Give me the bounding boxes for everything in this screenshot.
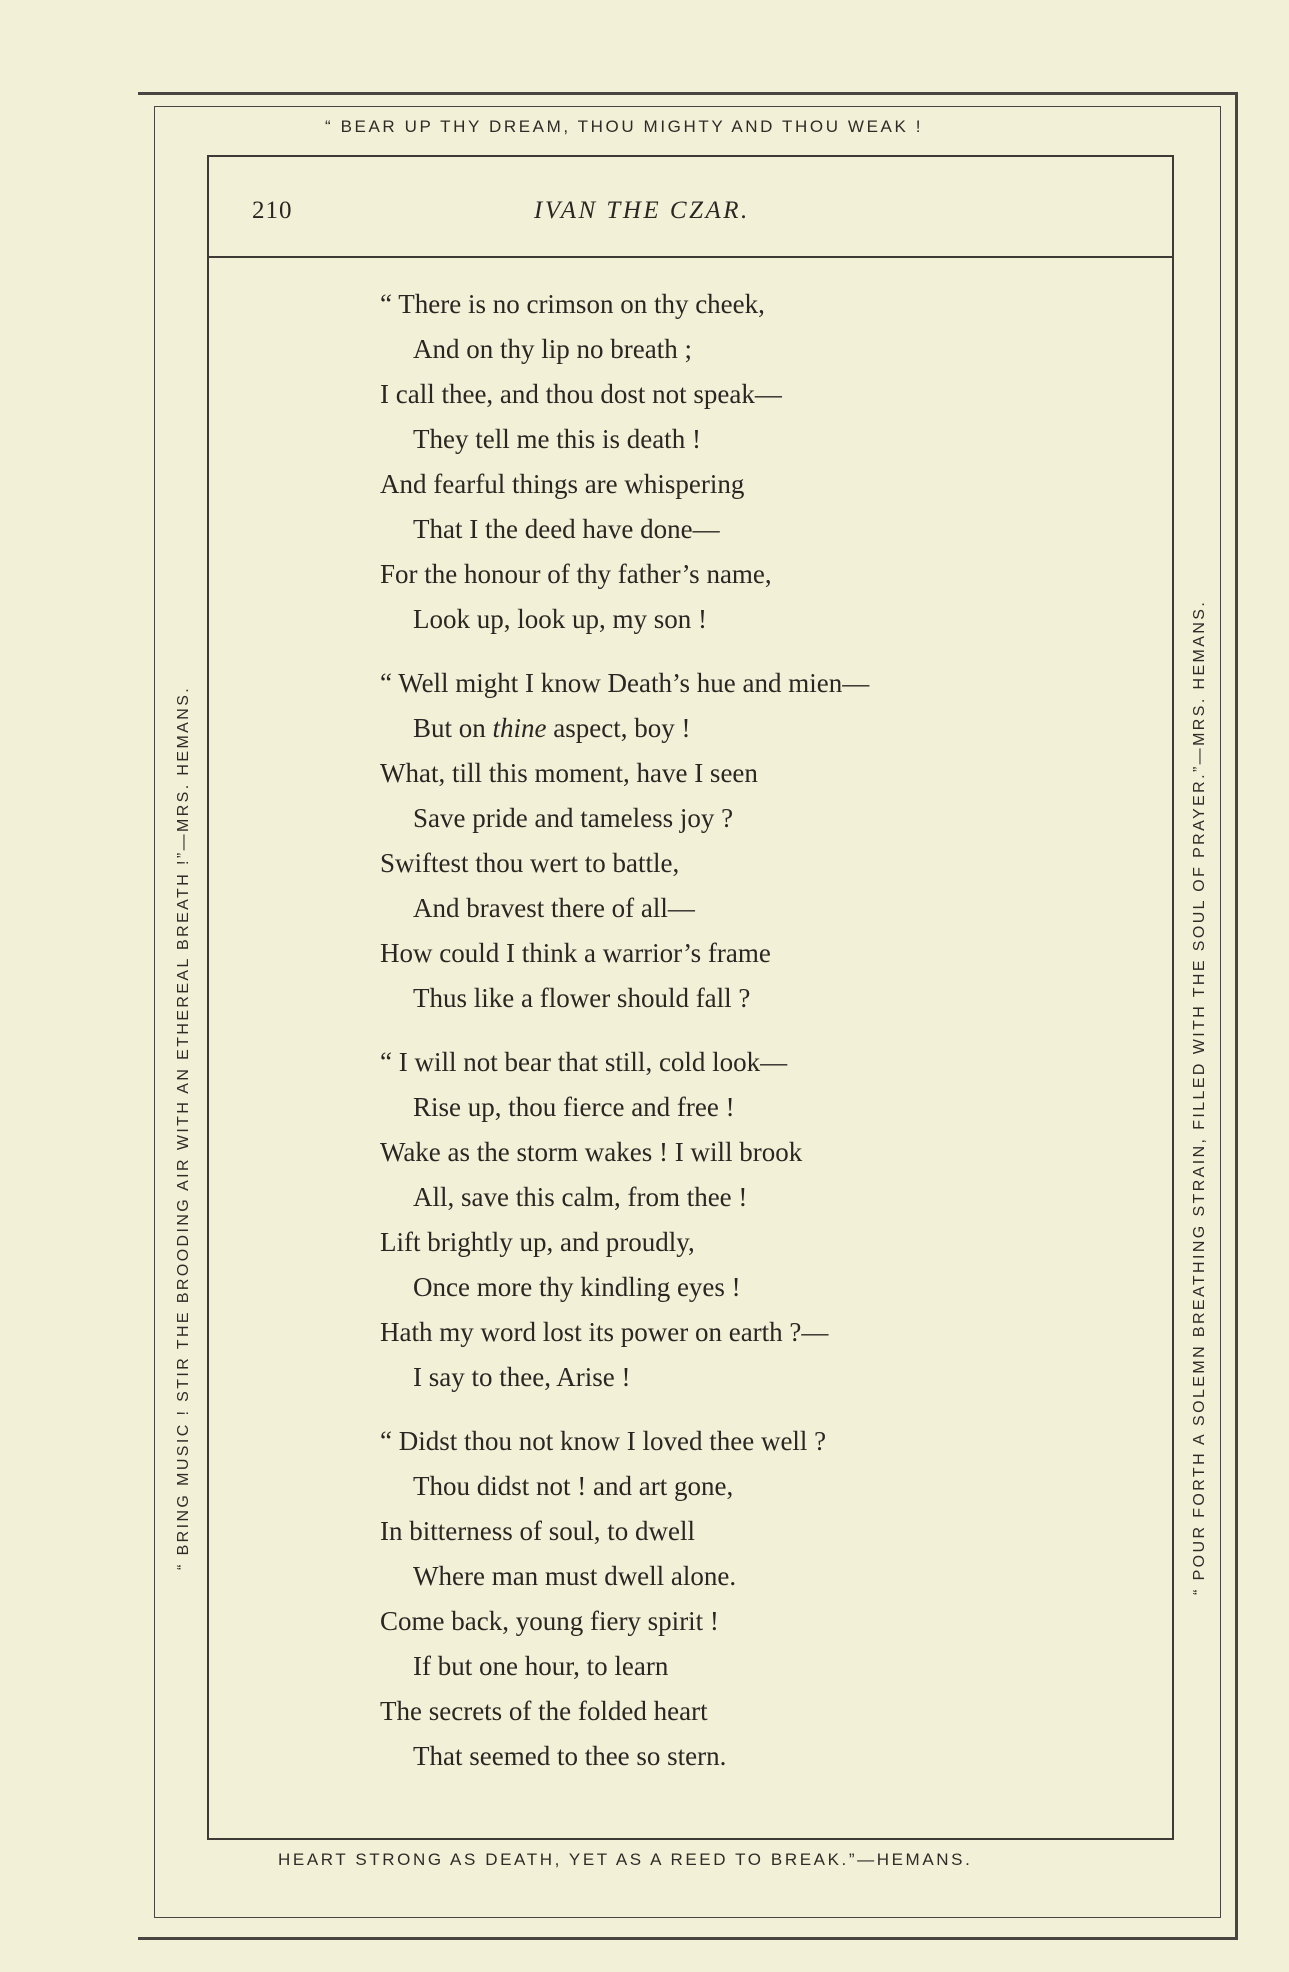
- stanza-3: [380, 1040, 1120, 1400]
- italic-word: thine: [492, 713, 547, 743]
- poem-line: Swiftest thou wert to battle,: [380, 848, 680, 878]
- line-text: But on: [413, 713, 493, 743]
- poem-line: How could I think a warrior’s frame: [380, 938, 771, 968]
- poem-line: Thus like a flower should fall ?: [413, 983, 751, 1013]
- poem-line: If but one hour, to learn: [413, 1651, 669, 1681]
- poem-line: Wake as the storm wakes ! I will brook: [380, 1137, 803, 1167]
- poem-line: Hath my word lost its power on earth ?—: [380, 1317, 829, 1347]
- bottom-border-motto: HEART STRONG AS DEATH, YET AS A REED TO BREAK.”—HEMANS.: [278, 1850, 973, 1869]
- line-text: aspect, boy !: [546, 713, 691, 743]
- poem-line: They tell me this is death !: [413, 424, 701, 454]
- running-title: IVAN THE CZAR.: [534, 197, 750, 224]
- poem-line: “ I will not bear that still, cold look—: [380, 1047, 788, 1077]
- poem-line: What, till this moment, have I seen: [380, 758, 758, 788]
- poem-line: Once more thy kindling eyes !: [413, 1272, 741, 1302]
- poem-line: I say to thee, Arise !: [413, 1362, 631, 1392]
- poem-line: “ Didst thou not know I loved thee well ?: [380, 1426, 827, 1456]
- stanza-1: [380, 282, 1120, 642]
- poem-line: Come back, young fiery spirit !: [380, 1606, 719, 1636]
- poem-line: Thou didst not ! and art gone,: [413, 1471, 734, 1501]
- header-rule: [207, 256, 1174, 258]
- poem-line: Lift brightly up, and proudly,: [380, 1227, 695, 1257]
- poem-line: “ Well might I know Death’s hue and mien—: [380, 668, 870, 698]
- right-border-motto: “ POUR FORTH A SOLEMN BREATHING STRAIN, FILLED WITH THE SOUL OF PRAYER.”—MRS. HEMANS.: [1191, 599, 1208, 1595]
- poem-line: The secrets of the folded heart: [380, 1696, 708, 1726]
- poem-line: And bravest there of all—: [413, 893, 695, 923]
- poem-line: Where man must dwell alone.: [413, 1561, 737, 1591]
- poem-line: I call thee, and thou dost not speak—: [380, 379, 782, 409]
- left-border-motto: “ BRING MUSIC ! STIR THE BROODING AIR WITH AN ETHEREAL BREATH !”—MRS. HEMANS.: [175, 685, 192, 1570]
- stanza-2: [380, 661, 1120, 1021]
- poem-line: And fearful things are whispering: [380, 469, 745, 499]
- poem-line: [380, 706, 1120, 751]
- poem-line: And on thy lip no breath ;: [413, 334, 692, 364]
- stanza-4: [380, 1419, 1120, 1779]
- poem-line: That I the deed have done—: [413, 514, 720, 544]
- poem-line: In bitterness of soul, to dwell: [380, 1516, 695, 1546]
- poem: [380, 282, 1120, 1798]
- poem-line: All, save this calm, from thee !: [413, 1182, 748, 1212]
- poem-line: That seemed to thee so stern.: [413, 1741, 727, 1771]
- poem-line: “ There is no crimson on thy cheek,: [380, 289, 765, 319]
- poem-line: Rise up, thou fierce and free !: [413, 1092, 735, 1122]
- page-number: 210: [252, 197, 293, 224]
- top-border-motto: “ BEAR UP THY DREAM, THOU MIGHTY AND THOU WEAK !: [325, 117, 924, 136]
- poem-line: Look up, look up, my son !: [413, 604, 707, 634]
- poem-line: Save pride and tameless joy ?: [413, 803, 734, 833]
- poem-line: For the honour of thy father’s name,: [380, 559, 772, 589]
